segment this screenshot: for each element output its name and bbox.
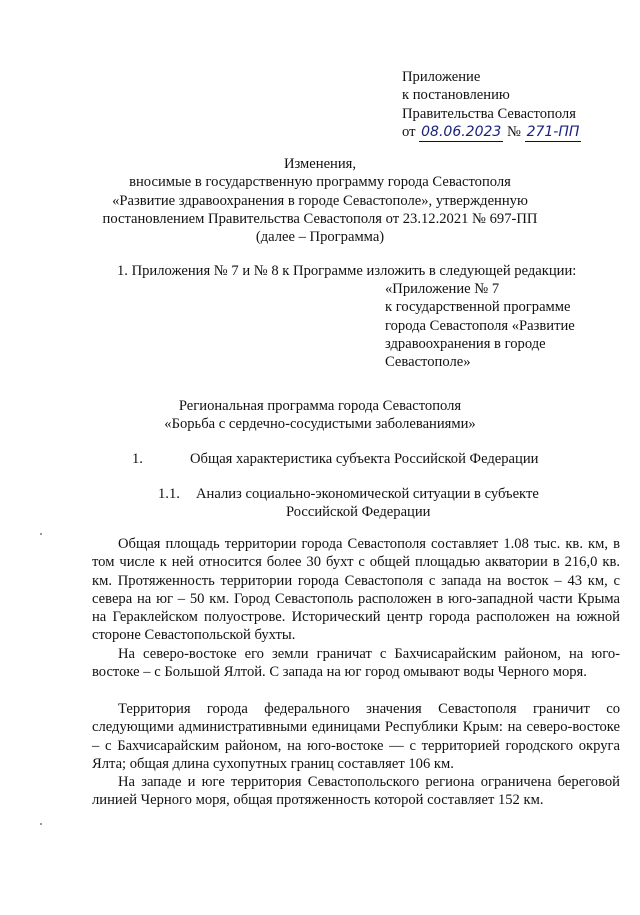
appendix-line: Приложение: [402, 69, 481, 85]
appendix-header: [402, 68, 622, 142]
title-line: вносимые в государственную программу города Севастополя: [129, 174, 511, 191]
inner-appendix-line: «Приложение № 7: [385, 281, 500, 297]
paragraph: Территория города федерального значения Севастополя граничит со следующими административными единицами Республики Крым: на северо-востоке – с Бахчисарайским районом, на юго-востоке — с территорией городского округа Ялта; общая длина сухопутных границ составляет 106 км.: [92, 701, 620, 772]
program-title-line: Региональная программа города Севастополя: [178, 398, 462, 414]
inner-appendix: [385, 280, 625, 371]
title-line: постановлением Правительства Севастополя от 23.12.2021 № 697-ПП: [102, 210, 538, 227]
inner-appendix-line: здравоохранения в городе: [385, 335, 546, 352]
inner-appendix-line: города Севастополя «Развитие: [385, 317, 575, 334]
title-line: Изменения,: [283, 156, 357, 172]
handwritten-date: 08.06.2023: [419, 123, 503, 142]
section-1-1-heading: [158, 485, 578, 522]
paragraph: На северо-востоке его земли граничат с Бахчисарайским районом, на юго-востоке – с Большой Ялтой. С запада на юг город омывают воды Черного моря.: [92, 646, 620, 681]
inner-appendix-line: Севастополе»: [385, 354, 471, 371]
appendix-line: к постановлению: [402, 87, 510, 104]
section-title: Анализ социально-экономической ситуации в субъекте: [196, 486, 539, 502]
title-line: «Развитие здравоохранения в городе Севастополе», утвержденную: [112, 192, 528, 209]
inner-appendix-line: к государственной программе: [385, 299, 571, 316]
section-title-continued: Российской Федерации: [286, 504, 431, 521]
section-title: Общая характеристика субъекта Российской Федерации: [190, 451, 539, 467]
paragraph: На западе и юге территория Севастопольского региона ограничена береговой линией Черного моря, общая протяженность которой составляет 152 км.: [92, 774, 620, 809]
program-title: [100, 397, 540, 434]
document-title: [100, 155, 540, 246]
point-1: 1. Приложения № 7 и № 8 к Программе изложить в следующей редакции:: [117, 263, 577, 279]
paragraph: Общая площадь территории города Севастополя составляет 1.08 тыс. кв. км, в том числе к ней относится более 30 бухт с общей площадью акватории в 216,0 кв. км. Протяженность территории города Севастополя с запада на восток – 43 км, с севера на юг – 50 км. Город Севастополь расположен в юго-западной части Крыма на Гераклейском полуострове. Исторический центр города расположен на южной стороне Севастопольской бухты.: [92, 536, 620, 644]
number-prefix: №: [506, 123, 521, 140]
handwritten-number: 271-ПП: [525, 123, 582, 142]
scan-artifact: [40, 823, 42, 825]
scan-artifact: [40, 533, 42, 535]
section-number: 1.: [132, 451, 143, 467]
program-title-line: «Борьба с сердечно-сосудистыми заболеваниями»: [164, 416, 476, 433]
section-1-heading: [132, 450, 538, 468]
appendix-date-line: [402, 123, 622, 142]
title-line: (далее – Программа): [255, 229, 385, 246]
appendix-line: Правительства Севастополя: [402, 105, 576, 122]
date-prefix: от: [402, 123, 416, 140]
section-number: 1.1.: [158, 486, 180, 502]
